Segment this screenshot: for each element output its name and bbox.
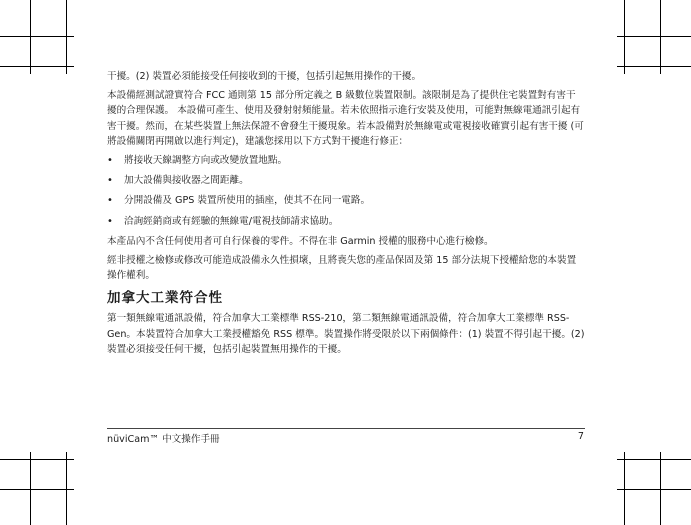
list-item-text: 將接收天線調整方向或改變放置地點。 xyxy=(124,155,288,167)
list-item xyxy=(107,214,585,229)
crop-mark xyxy=(660,0,661,74)
crop-mark xyxy=(30,0,31,74)
list-item-text: 分開設備及 GPS 裝置所使用的插座，使其不在同一電路。 xyxy=(124,195,371,207)
page-number: 7 xyxy=(577,431,584,442)
crop-mark xyxy=(617,489,691,490)
crop-mark xyxy=(0,489,74,490)
section-heading: 加拿大工業符合性 xyxy=(107,290,223,307)
list-item xyxy=(107,193,585,208)
crop-mark xyxy=(66,0,67,74)
crop-mark xyxy=(0,459,74,460)
bullet-icon: • xyxy=(107,175,113,187)
crop-mark xyxy=(617,459,691,460)
list-item-text: 洽詢經銷商或有經驗的無線電/電視技師請求協助。 xyxy=(124,215,339,227)
crop-mark xyxy=(617,36,691,37)
list-item-text: 加大設備與接收器之間距離。 xyxy=(124,175,249,187)
footer-manual-title: nüviCam™ 中文操作手冊 xyxy=(107,434,220,445)
crop-mark xyxy=(624,0,625,74)
page-content xyxy=(107,69,585,361)
bullet-icon: • xyxy=(107,215,113,227)
crop-mark xyxy=(0,36,74,37)
footer-divider xyxy=(107,428,585,429)
bullet-icon: • xyxy=(107,195,113,207)
paragraph-service: 本產品內不含任何使用者可自行保養的零件。不得在非 Garmin 授權的服務中心進行檢修。 xyxy=(107,235,494,247)
remedy-list xyxy=(107,153,585,229)
crop-mark xyxy=(0,66,74,67)
list-item xyxy=(107,173,585,188)
paragraph-canada: 第一類無線電通訊設備，符合加拿大工業標準 RSS-210，第二類無線電通訊設備，符合加拿大工業標準 RSS-Gen。本裝置符合加拿大工業授權豁免 RSS 標準。裝置操作將受限於以下兩個條件：(1) 裝置不得引起干擾。(2) 裝置必須接受任何干擾，包括引起裝置無用操作的干擾。 xyxy=(107,313,585,355)
paragraph-fcc: 本設備經測試證實符合 FCC 通則第 15 部分所定義之 B 級數位裝置限制。該限制是為了提供住宅裝置對有害干擾的合理保護。 本設備可產生、使用及發射射頻能量。若未依照指示進行安裝及使用，可能對無線電通訊引起有害干擾。然而，在某些裝置上無法保證不會發生干擾現象。若本設備對於無線電或電視接收確實引起有害干擾 (可將設備關閉再開啟以進行判定)，建議您採用以下方式對干擾進行修正： xyxy=(107,90,584,147)
bullet-icon: • xyxy=(107,155,113,167)
paragraph-continuation: 干擾。(2) 裝置必須能接受任何接收到的干擾，包括引起無用操作的干擾。 xyxy=(107,71,422,82)
list-item xyxy=(107,153,585,168)
crop-mark xyxy=(617,66,691,67)
paragraph-warranty: 經非授權之檢修或修改可能造成設備永久性損壞，且將喪失您的產品保固及第 15 部分法規下授權給您的本裝置操作權利。 xyxy=(107,255,577,282)
